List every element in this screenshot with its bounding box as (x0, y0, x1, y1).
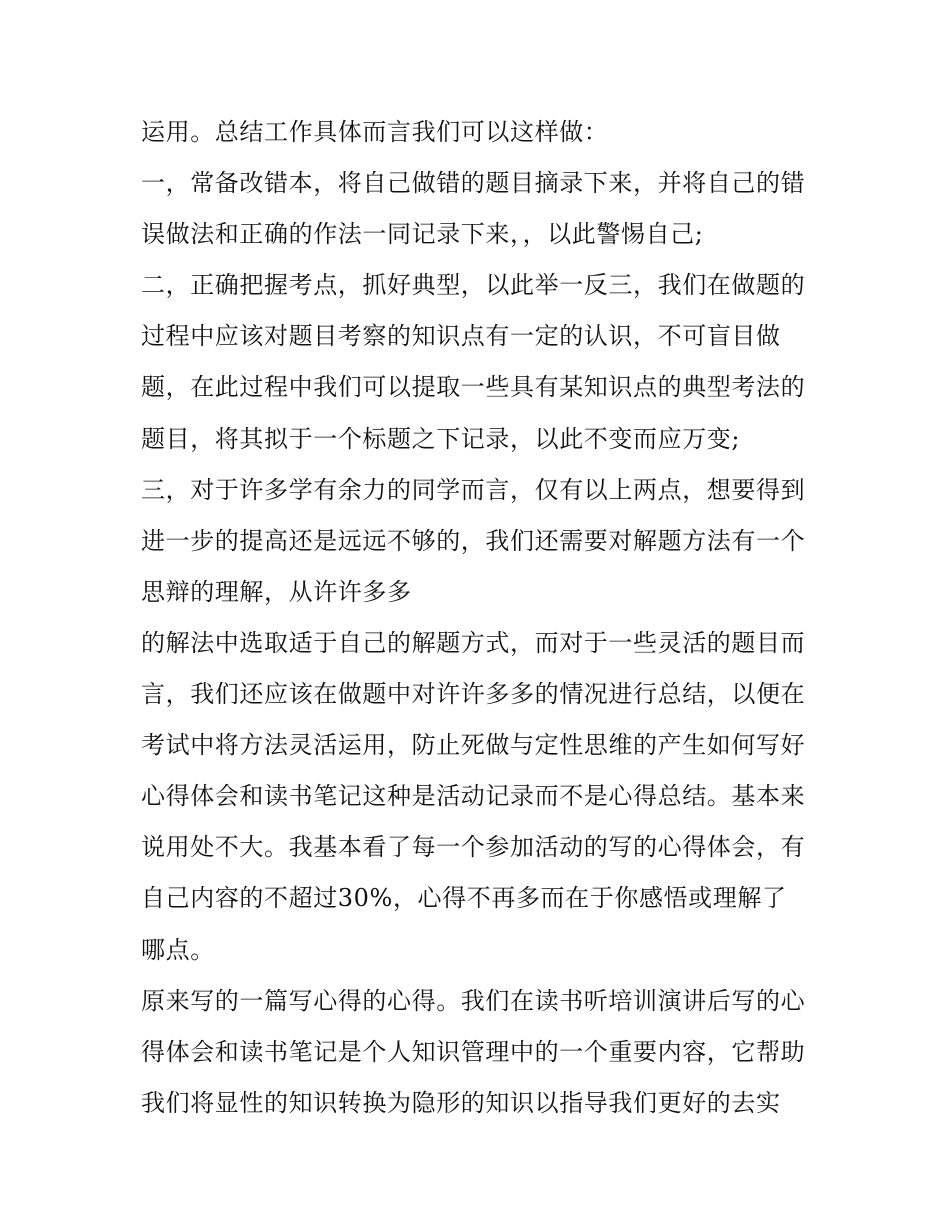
text-line: 得体会和读书笔记是个人知识管理中的一个重要内容，它帮助 (141, 1037, 806, 1066)
text-line: 自己内容的不超过30%，心得不再多而在于你感悟或理解了 (141, 884, 787, 913)
text-line: 误做法和正确的作法一同记录下来，，以此警惕自己; (141, 220, 704, 249)
text-line: 进一步的提高还是远远不够的，我们还需要对解题方法有一个 (141, 526, 806, 555)
text-line: 原来写的一篇写心得的心得。我们在读书听培训演讲后写的心 (141, 986, 806, 1015)
text-line: 考试中将方法灵活运用，防止死做与定性思维的产生如何写好 (141, 731, 806, 760)
text-line: 言，我们还应该在做题中对许许多多的情况进行总结，以便在 (141, 680, 806, 709)
text-line: 的解法中选取适于自己的解题方式，而对于一些灵活的题目而 (141, 628, 806, 657)
text-line: 我们将显性的知识转换为隐形的知识以指导我们更好的去实 (141, 1088, 781, 1117)
text-line: 一，常备改错本，将自己做错的题目摘录下来，并将自己的错 (141, 169, 806, 198)
text-line: 思辩的理解，从许许多多 (141, 577, 412, 606)
body-text (141, 107, 821, 1129)
text-line: 过程中应该对题目考察的知识点有一定的认识，不可盲目做 (141, 322, 781, 351)
text-line: 题，在此过程中我们可以提取一些具有某知识点的典型考法的 (141, 373, 806, 402)
text-line: 二，正确把握考点，抓好典型，以此举一反三，我们在做题的 (141, 271, 806, 300)
text-line: 说用处不大。我基本看了每一个参加活动的写的心得体会，有 (141, 833, 806, 862)
text-line: 运用。总结工作具体而言我们可以这样做： (141, 118, 609, 146)
text-line: 心得体会和读书笔记这种是活动记录而不是心得总结。基本来 (141, 782, 806, 811)
text-line: 三，对于许多学有余力的同学而言，仅有以上两点，想要得到 (141, 475, 806, 504)
text-line: 题目，将其拟于一个标题之下记录，以此不变而应万变; (141, 424, 741, 453)
text-line: 哪点。 (141, 935, 215, 964)
